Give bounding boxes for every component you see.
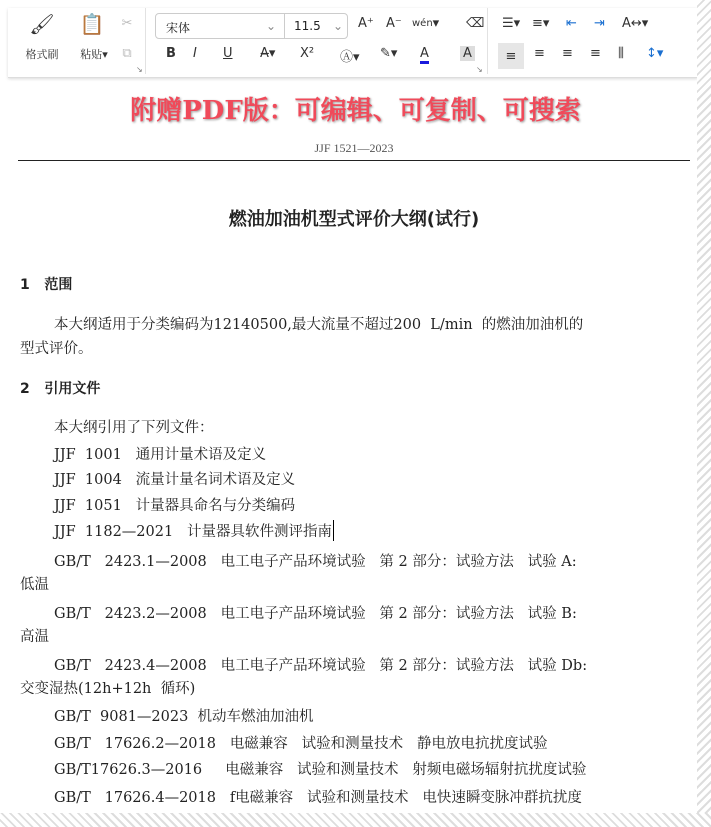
reference-item: GB/T 2423.2—2008 电工电子产品环境试验 第 2 部分：试验方法 试验 B:: [54, 606, 577, 622]
bullet-list-icon[interactable]: ☰▾: [502, 16, 521, 31]
reference-item-cont: 高温: [20, 629, 49, 645]
align-right-icon[interactable]: ≡: [562, 46, 573, 61]
superscript-button[interactable]: X²: [300, 46, 315, 61]
chevron-down-icon: ⌄: [333, 19, 344, 33]
document-page[interactable]: [18, 135, 690, 827]
reference-item: JJF 1182—2021 计量器具软件测评指南: [54, 520, 334, 541]
text-effect-icon[interactable]: Ⓐ▾: [340, 50, 360, 65]
font-color-button[interactable]: A: [420, 46, 429, 64]
reference-item: JJF 1001 通用计量术语及定义: [54, 447, 267, 463]
page-header: JJF 1521—2023: [314, 141, 394, 155]
font-group: [148, 8, 488, 74]
torn-edge-right: [697, 0, 711, 827]
char-spacing-icon[interactable]: A↔▾: [622, 16, 649, 31]
pinyin-label: wén: [412, 18, 433, 29]
italic-button[interactable]: I: [193, 46, 197, 61]
section-heading: 1 范围: [20, 277, 73, 293]
underline-button[interactable]: U: [223, 46, 233, 61]
format-painter-button[interactable]: 格式刷: [25, 48, 59, 61]
line-spacing-icon[interactable]: ↕▾: [646, 46, 664, 61]
justify-icon[interactable]: ≡: [590, 46, 601, 61]
reference-item: GB/T 17626.2—2018 电磁兼容 试验和测量技术 静电放电抗扰度试验: [54, 736, 548, 752]
eraser-icon[interactable]: ⌫: [466, 16, 485, 31]
paragraph-line: 型式评价。: [20, 341, 93, 357]
reference-item: GB/T 9081—2023 机动车燃油加油机: [54, 709, 314, 725]
decrease-font-button[interactable]: A⁻: [386, 16, 402, 31]
strikethrough-icon[interactable]: A̶▾: [260, 46, 276, 61]
font-name-select[interactable]: [155, 13, 348, 39]
dialog-launcher-icon[interactable]: ↘: [136, 65, 143, 74]
document-title: 燃油加油机型式评价大纲(试行): [228, 209, 480, 230]
reference-item: JJF 1051 计量器具命名与分类编码: [54, 498, 296, 514]
reference-item: GB/T 2423.4—2008 电工电子产品环境试验 第 2 部分：试验方法 试验 Db:: [54, 658, 588, 674]
reference-item: JJF 1004 流量计量名词术语及定义: [54, 472, 296, 488]
character-shading-button[interactable]: A: [460, 46, 475, 61]
cut-icon[interactable]: ✂: [121, 16, 133, 31]
distributed-icon[interactable]: ⫼: [618, 46, 624, 61]
decrease-indent-icon[interactable]: ⇤: [566, 16, 577, 31]
paste-button[interactable]: 粘贴 ▾: [80, 47, 108, 61]
dialog-launcher-icon[interactable]: ↘: [476, 65, 483, 74]
paragraph-group: [490, 8, 690, 74]
bold-button[interactable]: B: [166, 46, 176, 61]
paste-icon[interactable]: 📋: [79, 12, 105, 36]
reference-item: GB/T 2423.1—2008 电工电子产品环境试验 第 2 部分：试验方法 试验 A:: [54, 554, 577, 570]
reference-item: GB/T17626.3—2016 电磁兼容 试验和测量技术 射频电磁场辐射抗扰度试验: [54, 762, 587, 778]
highlight-icon[interactable]: ✎▾: [380, 46, 398, 61]
ribbon-toolbar: [8, 8, 698, 78]
numbered-list-icon[interactable]: ≡▾: [532, 16, 550, 31]
reference-item-cont: 低温: [20, 577, 49, 593]
header-rule: [18, 160, 690, 161]
font-name-value: 宋体: [166, 21, 191, 35]
paragraph-line: 本大纲适用于分类编码为12140500,最大流量不超过200 L/min 的燃油加油机的: [54, 317, 584, 333]
section-heading: 2 引用文件: [20, 381, 101, 397]
chevron-down-icon: ⌄: [266, 19, 277, 33]
reference-item: GB/T 17626.4—2018 f电磁兼容 试验和测量技术 电快速瞬变脉冲群抗扰度: [54, 790, 582, 806]
font-size-value: 11.5: [294, 19, 321, 33]
reference-item-cont: 交变湿热(12h+12h 循环): [20, 681, 196, 697]
copy-icon[interactable]: ⧉: [122, 46, 132, 61]
pinyin-guide-button[interactable]: wén ▾: [412, 16, 440, 31]
paste-label: 粘贴: [80, 48, 103, 61]
paragraph-line: 本大纲引用了下列文件：: [54, 420, 214, 436]
increase-indent-icon[interactable]: ⇥: [594, 16, 605, 31]
increase-font-button[interactable]: A⁺: [358, 16, 374, 31]
torn-edge-bottom: [0, 813, 711, 827]
promo-banner: 附赠PDF版：可编辑、可复制、可搜索: [130, 96, 581, 126]
clipboard-group: [8, 8, 146, 74]
format-painter-icon[interactable]: 🖌: [29, 12, 55, 36]
align-center-icon[interactable]: ≡: [534, 46, 545, 61]
align-left-icon[interactable]: ≡: [498, 43, 524, 69]
